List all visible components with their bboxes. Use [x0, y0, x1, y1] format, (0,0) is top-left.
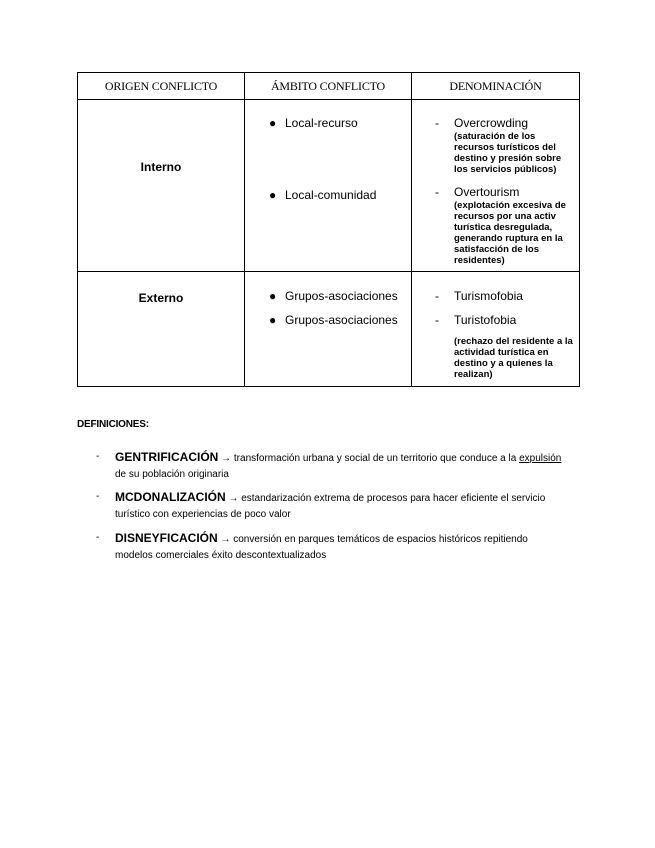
- dash-icon: -: [96, 451, 100, 462]
- origin-interno: Interno: [140, 160, 182, 174]
- header-origen: ORIGEN CONFLICTO: [78, 73, 245, 100]
- dash-icon: -: [435, 116, 439, 130]
- denominacion-item: [435, 185, 575, 266]
- definition-text: conversión en parques temáticos de espacios históricos repitiendo modelos comerciales éxito descontextualizados: [115, 534, 528, 561]
- bullet-icon: ●: [269, 289, 277, 303]
- origin-cell: [78, 272, 245, 387]
- origin-externo: Externo: [138, 291, 184, 305]
- term-overtourism: Overtourism: [454, 185, 520, 199]
- dash-icon: -: [96, 491, 100, 502]
- term-turismofobia: Turismofobia: [454, 289, 523, 303]
- denominacion-item: [435, 289, 575, 303]
- definition-text: de su población originaria: [115, 469, 229, 480]
- arrow-icon: →: [228, 493, 239, 504]
- term-turistofobia: Turistofobia: [454, 313, 517, 327]
- definition-term: GENTRIFICACIÓN: [115, 450, 219, 464]
- term-note: (rechazo del residente a la actividad turística en destino y a quienes la realizan): [454, 336, 573, 380]
- ambito-cell: [245, 100, 412, 272]
- definition-text: transformación urbana y social de un territorio que conduce a la: [231, 453, 520, 464]
- table-header-row: [78, 73, 580, 100]
- definition-term: DISNEYFICACIÓN: [115, 531, 218, 545]
- bullet-icon: ●: [269, 188, 277, 202]
- ambito-item: ● Local-recurso: [269, 116, 358, 130]
- origin-cell: [78, 100, 245, 272]
- denominacion-item: [435, 313, 575, 327]
- ambito-cell: [245, 272, 412, 387]
- term-note: (saturación de los recursos turísticos del destino y presión sobre los servicios públicos): [454, 131, 562, 175]
- denominacion-cell: [412, 100, 580, 272]
- dash-icon: -: [96, 532, 100, 543]
- ambito-item: ● Grupos-asociaciones: [269, 289, 398, 303]
- bullet-icon: ●: [269, 313, 277, 327]
- ambito-item: ● Local-comunidad: [269, 188, 377, 202]
- arrow-icon: →: [220, 534, 231, 545]
- definition-term: MCDONALIZACIÓN: [115, 490, 226, 504]
- table-row: [78, 100, 580, 272]
- underlined-word: expulsión: [519, 453, 562, 464]
- denominacion-cell: [412, 272, 580, 387]
- header-denominacion: DENOMINACIÓN: [412, 73, 580, 100]
- dash-icon: -: [435, 185, 439, 199]
- definitions-title: DEFINICIONES:: [77, 419, 149, 430]
- ambito-item: ● Grupos-asociaciones: [269, 313, 398, 327]
- arrow-icon: →: [221, 453, 232, 464]
- definition-item: [96, 489, 566, 523]
- definition-text: estandarización extrema de procesos para hacer eficiente el servicio turístico con experiencias de poco valor: [115, 493, 546, 520]
- dash-icon: -: [435, 289, 439, 303]
- denominacion-item: [435, 116, 575, 175]
- conflict-table: [77, 72, 580, 387]
- term-overcrowding: Overcrowding: [454, 116, 529, 130]
- term-note: (explotación excesiva de recursos por una activ turística desregulada, generando ruptura en la satisfacción de los residentes): [454, 200, 566, 266]
- dash-icon: -: [435, 313, 439, 327]
- bullet-icon: ●: [269, 116, 277, 130]
- table-row: [78, 272, 580, 387]
- header-ambito: ÁMBITO CONFLICTO: [245, 73, 412, 100]
- definition-item: [96, 449, 566, 483]
- definition-item: [96, 530, 566, 564]
